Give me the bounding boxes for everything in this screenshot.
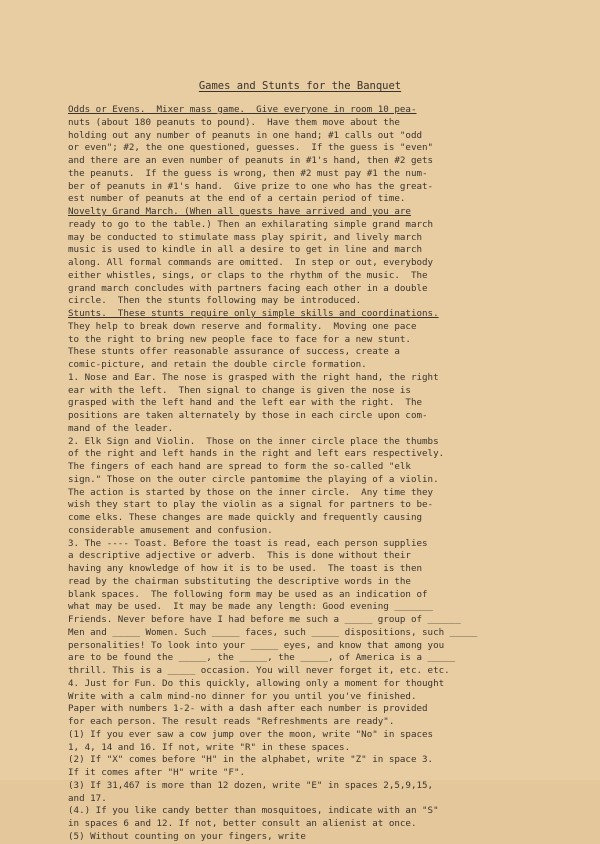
text-line: Friends. Never before have I had before me such a _____ group of ______ xyxy=(68,614,461,625)
text-line: wish they start to play the violin as a signal for partners to be- xyxy=(68,499,434,511)
text-line: and there are an even number of peanuts in #1's hand, then #2 gets xyxy=(68,155,434,166)
text-line: ear with the left. Then signal to change is given the nose is xyxy=(68,384,411,396)
text-line: ber of peanuts in #1's hand. Give prize to one who has the great- xyxy=(68,180,434,192)
text-line: for each person. The result reads "Refreshments are ready". xyxy=(68,716,395,727)
text-line: grand march concludes with partners facing each other in a double xyxy=(68,282,428,294)
text-line: comic-picture, and retain the double circle formation. xyxy=(68,359,367,370)
text-line: Paper with numbers 1-2- with a dash after each number is provided xyxy=(68,703,428,715)
text-line: thrill. This is a _____ occasion. You will never forget it, etc. etc. xyxy=(68,665,450,676)
text-line: Write with a calm mind-no dinner for you until you've finished. xyxy=(68,690,417,702)
text-line: and 17. xyxy=(68,792,107,804)
text-line: 4. Just for Fun. Do this quickly, allowing only a moment for thought xyxy=(68,677,445,689)
text-line: considerable amusement and confusion. xyxy=(68,524,273,536)
text-line: what may be used. It may be made any length: Good evening _______ xyxy=(68,601,434,613)
text-line: come elks. These changes are made quickly and frequently causing xyxy=(68,512,423,523)
text-line: may be conducted to stimulate mass play spirit, and lively march xyxy=(68,231,423,243)
text-line: (1) If you ever saw a cow jump over the moon, write "No" in spaces xyxy=(68,728,434,740)
text-line: sign." Those on the outer circle pantomime the playing of a violin. xyxy=(68,473,439,485)
text-line: music is used to kindle in all a desire to get in line and march xyxy=(68,244,423,256)
text-line: to the right to bring new people face to face for a new stunt. xyxy=(68,333,411,345)
text-line: mand of the leader. xyxy=(68,422,174,434)
text-line: holding out any number of peanuts in one hand; #1 calls out "odd xyxy=(68,129,423,141)
text-line: the peanuts. If the guess is wrong, then #2 must pay #1 the num- xyxy=(68,167,428,179)
text-line: They help to break down reserve and formality. Moving one pace xyxy=(68,320,417,332)
document-title: Games and Stunts for the Banquet xyxy=(198,80,402,92)
text-line: Men and _____ Women. Such _____ faces, such _____ dispositions, such _____ xyxy=(68,626,478,638)
text-line: circle. Then the stunts following may be introduced. xyxy=(68,295,362,307)
text-line: If it comes after "H" write "F". xyxy=(68,767,246,778)
text-line: (2) If "X" comes before "H" in the alphabet, write "Z" in space 3. xyxy=(68,754,434,766)
text-line: either whistles, sings, or claps to the rhythm of the music. The xyxy=(68,269,428,281)
text-line: Novelty Grand March. (When all guests have arrived and you are xyxy=(68,206,411,217)
text-line: read by the chairman substituting the descriptive words in the xyxy=(68,575,411,587)
text-line: having any knowledge of how it is to be used. The toast is then xyxy=(68,563,423,574)
text-line: Odds or Evens. Mixer mass game. Give everyone in room 10 pea- xyxy=(68,104,417,115)
text-line: (3) If 31,467 is more than 12 dozen, write "E" in spaces 2,5,9,15, xyxy=(68,779,434,791)
text-line: The action is started by those on the inner circle. Any time they xyxy=(68,486,434,498)
text-line: of the right and left hands in the right and left ears respectively. xyxy=(68,448,445,460)
text-line: a descriptive adjective or adverb. This is done without their xyxy=(68,550,411,562)
text-line: blank spaces. The following form may be used as an indication of xyxy=(68,588,428,600)
document-body xyxy=(68,104,554,844)
text-line: est number of peanuts at the end of a certain period of time. xyxy=(68,193,406,205)
text-line: (5) Without counting on your fingers, write xyxy=(68,830,306,842)
text-line: positions are taken alternately by those in each circle upon com- xyxy=(68,410,428,421)
text-line: in spaces 6 and 12. If not, better consult an alienist at once. xyxy=(68,818,417,829)
text-line: grasped with the left hand and the left ear with the right. The xyxy=(68,397,423,409)
text-line: or even"; #2, the one questioned, guesses. If the guess is "even" xyxy=(68,142,434,154)
text-line: along. All formal commands are omitted. In step or out, everybody xyxy=(68,257,434,268)
text-line: 1. Nose and Ear. The nose is grasped with the right hand, the right xyxy=(68,371,439,383)
text-line: nuts (about 180 peanuts to pound). Have them move about the xyxy=(68,116,400,128)
text-line: (4.) If you like candy better than mosquitoes, indicate with an "S" xyxy=(68,805,439,817)
text-line: The fingers of each hand are spread to form the so-called "elk xyxy=(68,461,411,472)
text-line: These stunts offer reasonable assurance of success, create a xyxy=(68,346,400,358)
text-line: ready to go to the table.) Then an exhilarating simple grand march xyxy=(68,218,434,230)
text-line: 3. The ---- Toast. Before the toast is read, each person supplies xyxy=(68,537,428,549)
text-line: Stunts. These stunts require only simple skills and coordinations. xyxy=(68,308,439,319)
text-line: are to be found the _____, the _____, the _____, of America is a _____ xyxy=(68,652,456,664)
text-line: 1, 4, 14 and 16. If not, write "R" in these spaces. xyxy=(68,741,351,753)
text-line: personalities! To look into your _____ eyes, and know that among you xyxy=(68,639,445,651)
text-line: 2. Elk Sign and Violin. Those on the inner circle place the thumbs xyxy=(68,435,439,447)
